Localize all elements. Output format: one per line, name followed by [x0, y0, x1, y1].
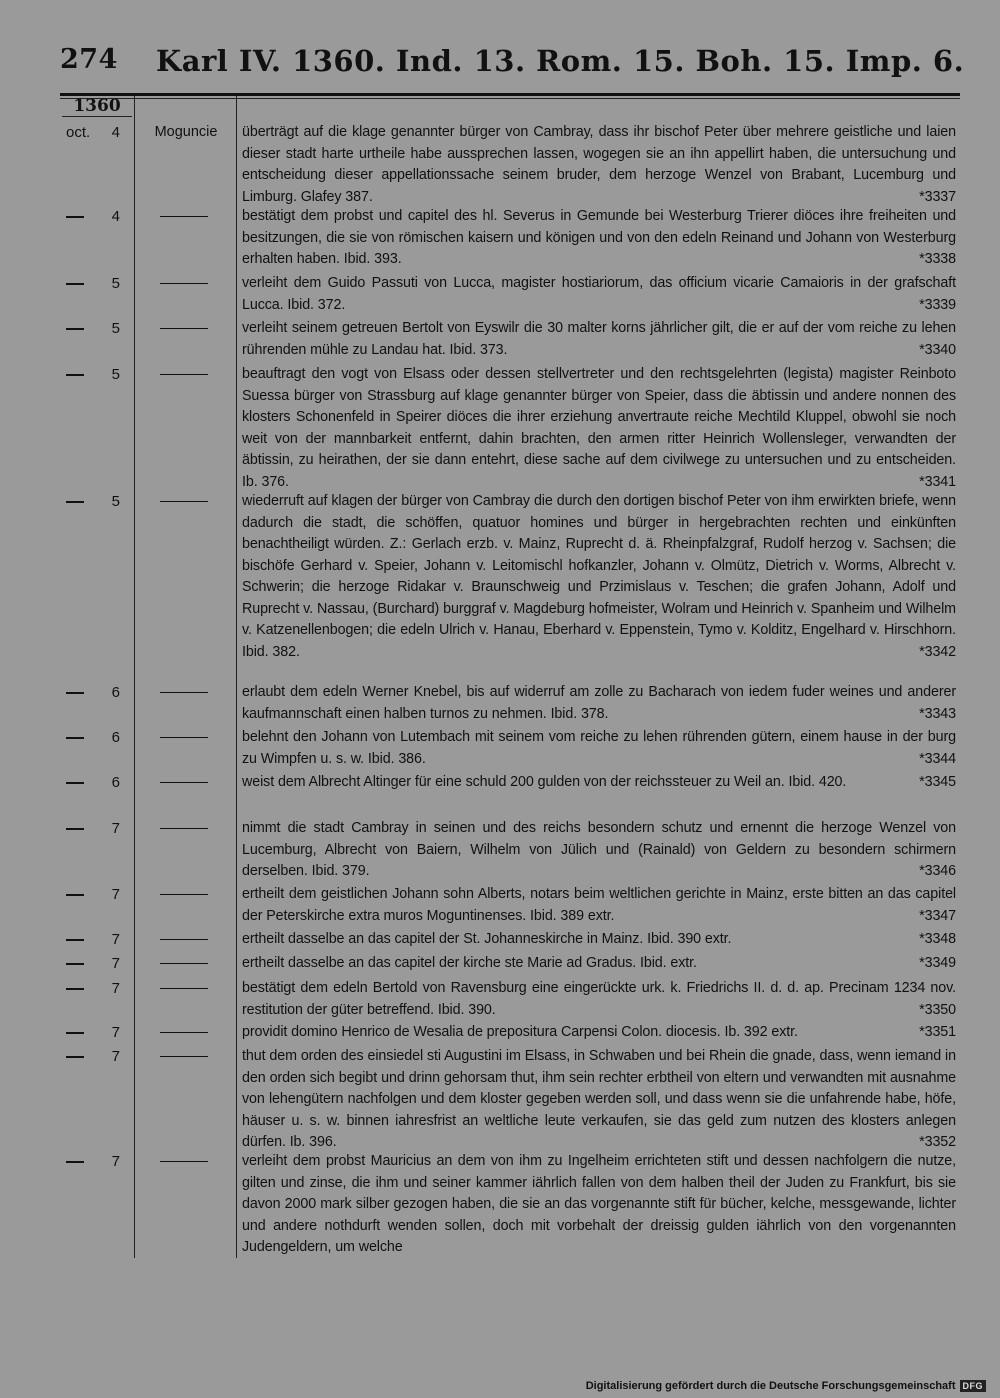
entry-reference: Glafey 387. [300, 188, 373, 205]
footer [586, 1380, 986, 1392]
entry-reference: Ibid. 420. [788, 774, 847, 790]
header-rule [60, 93, 960, 96]
place-ditto-dash [160, 737, 208, 738]
entry-day: 7 [111, 931, 120, 948]
entry-number: *3351 [919, 1024, 956, 1040]
entry-number: *3347 [919, 907, 956, 924]
entry-number: *3342 [919, 643, 956, 660]
entry-number: *3350 [919, 1001, 956, 1018]
entry-text [242, 273, 956, 316]
place-ditto-dash [160, 501, 208, 502]
entry-text [242, 818, 956, 883]
entry-place: Moguncie [154, 124, 218, 140]
entry-body: überträgt auf die klage genannter bürger von Cambray, dass ihr bischof Peter über mehrere geistliche und laien dieser stadt harte urtheile habe aussprechen lassen, wogegen sie an ihn appellirt haben, die untersuchung und entscheidung dieser appellationssache seinem bruder, dem herzoge Wenzel von Brabant, Lucemburg und Limburg. [242, 124, 956, 205]
entry-day: 7 [111, 1048, 120, 1065]
ditto-dash [66, 828, 84, 830]
entry-day: 6 [111, 774, 120, 791]
ditto-dash [66, 501, 84, 503]
entry-day: 7 [111, 1024, 120, 1041]
place-ditto-dash [160, 828, 208, 829]
entry-reference: Ibid. extr. [640, 955, 697, 971]
entry-number: *3337 [919, 188, 956, 205]
ditto-dash [66, 1161, 84, 1163]
entry-body: thut dem orden des einsiedel sti Augustini im Elsass, in Schwaben und bei Rhein die gnade, dass, wenn iemand in den orden sich begibt und drinn gehorsam thut, ihm sein rechter erbtheil von eltern und verwandten mit ausnahme von lehengütern nachfolgen und dem kloster gegeben werden soll, und dass wenn sie die unfahrende habe, höfe, häuser u. s. w. binnen iahresfrist an weltliche leute verkaufen, sie das geld zum nutzen des klosters anlegen dürfen. [242, 1048, 956, 1150]
place-ditto-dash [160, 894, 208, 895]
entry-reference: Ib. 392 extr. [724, 1024, 798, 1040]
entry-number: *3349 [919, 955, 956, 971]
entry-day: 4 [111, 208, 120, 225]
header-rule-thin [60, 98, 960, 99]
entry-body: belehnt den Johann von Lutembach mit seinem vom reiche zu lehen rührenden gütern, einem hause in der burg zu Wimpfen u. s. w. [242, 729, 956, 767]
entry-text [242, 318, 956, 361]
entry-day: 6 [111, 684, 120, 701]
place-ditto-dash [160, 1161, 208, 1162]
place-ditto-dash [160, 939, 208, 940]
ditto-dash [66, 939, 84, 941]
entry-day: 7 [111, 980, 120, 997]
page-header [60, 44, 965, 84]
entry-body: beauftragt den vogt von Elsass oder dessen stellvertreter und den rechtsgelehrten (legista) magister Reinboto Suessa bürger von Strassburg auf klage genannter bürger von Speier, dass die äbtissin und andere nonnen des klosters Schonenfeld in Speirer diöces die ihrer erziehung anvertraute reiche Mechtild Kluppel, obwohl sie noch weit von der mannbarkeit entfernt, dahin brachten, den armen ritter Heinrich Wollensleger, verwandten der äbtissin, zu heirathen, der sie dann entehrt, diese sache auf dem civilwege zu untersuchen und zu entscheiden. [242, 366, 956, 468]
entry-number: *3344 [919, 750, 956, 767]
entry-reference: Ibid. 372. [287, 296, 346, 313]
entry-body: erlaubt dem edeln Werner Knebel, bis auf widerruf am zolle zu Bacharach von iedem fuder weines und anderer kaufmannschaft einen halben turnos zu nehmen. [242, 684, 956, 722]
place-ditto-dash [160, 782, 208, 783]
year-label: 1360 [62, 96, 132, 117]
entry-day: 7 [111, 820, 120, 837]
entry-number: *3352 [919, 1134, 956, 1150]
page-number: 274 [60, 44, 118, 75]
entry-body: verleiht seinem getreuen Bertolt von Eyswilr die 30 malter korns jährlicher gilt, die er auf der vom reiche zu lehen rührenden mühle zu Landau hat. [242, 320, 956, 358]
entry-day: 5 [111, 275, 120, 292]
place-ditto-dash [160, 963, 208, 964]
entry-text [242, 491, 956, 663]
column-divider-date [134, 96, 135, 1258]
ditto-dash [66, 216, 84, 218]
entry-text [242, 1022, 956, 1044]
entry-reference: Ibid. 378. [550, 705, 609, 722]
place-ditto-dash [160, 216, 208, 217]
entry-number: *3345 [919, 774, 956, 790]
running-head: Karl IV. 1360. Ind. 13. Rom. 15. Boh. 15. Imp. 6. [156, 44, 965, 78]
ditto-dash [66, 963, 84, 965]
entry-text [242, 1046, 956, 1154]
place-ditto-dash [160, 374, 208, 375]
dfg-logo: DFG [960, 1380, 987, 1392]
column-divider-place [236, 96, 237, 1258]
ditto-dash [66, 328, 84, 330]
entry-day: 7 [111, 886, 120, 903]
entry-text [242, 206, 956, 271]
entry-day: 5 [111, 320, 120, 337]
entry-number: *3341 [919, 473, 956, 490]
entry-day: 7 [111, 955, 120, 972]
entry-reference: Ib. 376. [242, 473, 289, 490]
entry-day: 5 [111, 366, 120, 383]
entry-body: weist dem Albrecht Altinger für eine schuld 200 gulden von der reichssteuer zu Weil an. [242, 774, 785, 790]
entry-day: 6 [111, 729, 120, 746]
entry-number: *3339 [919, 296, 956, 313]
entry-body: ertheilt dasselbe an das capitel der St. Johanneskirche in Mainz. [242, 931, 644, 947]
entry-text [242, 884, 956, 927]
entry-day: 4 [111, 124, 120, 141]
entry-reference: Ibid. 393. [343, 251, 402, 267]
entry-day: 5 [111, 493, 120, 510]
entry-text [242, 364, 956, 493]
ditto-dash [66, 374, 84, 376]
footer-text: Digitalisierung gefördert durch die Deutsche Forschungsgemeinschaft [585, 1380, 956, 1392]
entry-body: ertheilt dem geistlichen Johann sohn Alberts, notars beim weltlichen gerichte in Mainz, erste bitten an das capitel der Peterskirche extra muros Moguntinenses. [242, 886, 956, 924]
entry-text [242, 953, 956, 975]
entry-text [242, 682, 956, 725]
entry-day: 7 [111, 1153, 120, 1170]
ditto-dash [66, 737, 84, 739]
entry-body: bestätigt dem edeln Bertold von Ravensburg eine eingerückte urk. k. Friedrichs II. d. d. ap. Precinam 1234 nov. restitution der güter betreffend. [242, 980, 956, 1018]
place-ditto-dash [160, 988, 208, 989]
ditto-dash [66, 1056, 84, 1058]
entry-reference: Ib. 396. [289, 1134, 337, 1150]
place-ditto-dash [160, 328, 208, 329]
place-ditto-dash [160, 692, 208, 693]
entry-month: oct. [66, 124, 91, 141]
entry-body: providit domino Henrico de Wesalia de prepositura Carpensi Colon. diocesis. [242, 1024, 721, 1040]
entry-body: bestätigt dem probst und capitel des hl. Severus in Gemunde bei Westerburg Trierer diöces ihre freiheiten und besitzungen, die sie von römischen kaisern und königen und von den edeln Reinand und Johann von Westerburg erhalten haben. [242, 208, 956, 267]
ditto-dash [66, 1032, 84, 1034]
entry-reference: Ibid. 382. [242, 643, 300, 660]
place-ditto-dash [160, 283, 208, 284]
ditto-dash [66, 782, 84, 784]
entry-text [242, 978, 956, 1021]
ditto-dash [66, 894, 84, 896]
entry-number: *3348 [919, 931, 956, 947]
place-ditto-dash [160, 1056, 208, 1057]
entry-body: nimmt die stadt Cambray in seinen und des reichs besondern schutz und ernennt die herzoge Wenzel von Lucemburg, Albrecht von Baiern, Wilhelm von Jülich und (Rainald) von Geldern zu besondern schirmern derselben. [242, 820, 956, 879]
entry-reference: Ibid. 386. [367, 750, 426, 767]
entry-number: *3340 [919, 341, 956, 358]
ditto-dash [66, 692, 84, 694]
entry-text [242, 122, 956, 208]
entry-reference: Ibid. 379. [311, 863, 370, 879]
ditto-dash [66, 283, 84, 285]
entry-reference: Ibid. 389 extr. [530, 907, 615, 924]
entry-body: ertheilt dasselbe an das capitel der kirche ste Marie ad Gradus. [242, 955, 637, 971]
entry-body: verleiht dem probst Mauricius an dem von ihm zu Ingelheim errichteten stift und dessen nachfolgern die nutze, gilten und zinse, die ihm und seiner kammer iährlich fallen von dem halben theil der Juden zu Frankfurt, bis sie davon 2000 mark silber gezogen haben, die sie an das vorgenannte stift für bücher, kelche, messgewande, lichter und andere nothdurft wenden sollen, doch mit vorbehalt der dreissig gulden iährlich von den vorgenannten Judengeldern, um welche [242, 1153, 956, 1255]
entry-body: verleiht dem Guido Passuti von Lucca, magister hostiariorum, das officium vicarie Camaioris in der grafschaft Lucca. [242, 275, 956, 313]
entry-reference: Ibid. 390. [437, 1001, 496, 1018]
entry-reference: Ibid. 373. [449, 341, 508, 358]
entry-number: *3338 [919, 251, 956, 267]
entry-reference: Ibid. 390 extr. [647, 931, 732, 947]
entry-text [242, 1151, 956, 1259]
entry-text [242, 929, 956, 951]
entry-body: wiederruft auf klagen der bürger von Cambray die durch den dortigen bischof Peter von ihm erwirkten briefe, wenn dadurch die stadt, die schöffen, quatuor homines und bürger in hergebrachten rechten und einkünften benachtheiligt würden. Z.: Gerlach erzb. v. Mainz, Ruprecht d. ä. Rheinpfalzgraf, Rudolf herzog v. Sachsen; die bischöfe Gerhard v. Speier, Johann v. Leitomischl hofkanzler, Johann v. Olmütz, Dietrich v. Worms, Albrecht v. Schwerin; die herzoge Ridakar v. Braunschweig und Przimislaus v. Teschen; die grafen Johann, Adolf und Ruprecht v. Nassau, (Burchard) burggraf v. Magdeburg hofmeister, Wolram und Heinrich v. Spanheim und Wilhelm v. Katzenellenbogen; die edeln Ulrich v. Hanau, Eberhard v. Eppenstein, Tymo v. Kolditz, Engelhard v. Hirschhorn. [242, 493, 956, 638]
entry-number: *3343 [919, 705, 956, 722]
place-ditto-dash [160, 1032, 208, 1033]
entry-number: *3346 [919, 863, 956, 879]
entry-text [242, 772, 956, 794]
ditto-dash [66, 988, 84, 990]
entry-text [242, 727, 956, 770]
